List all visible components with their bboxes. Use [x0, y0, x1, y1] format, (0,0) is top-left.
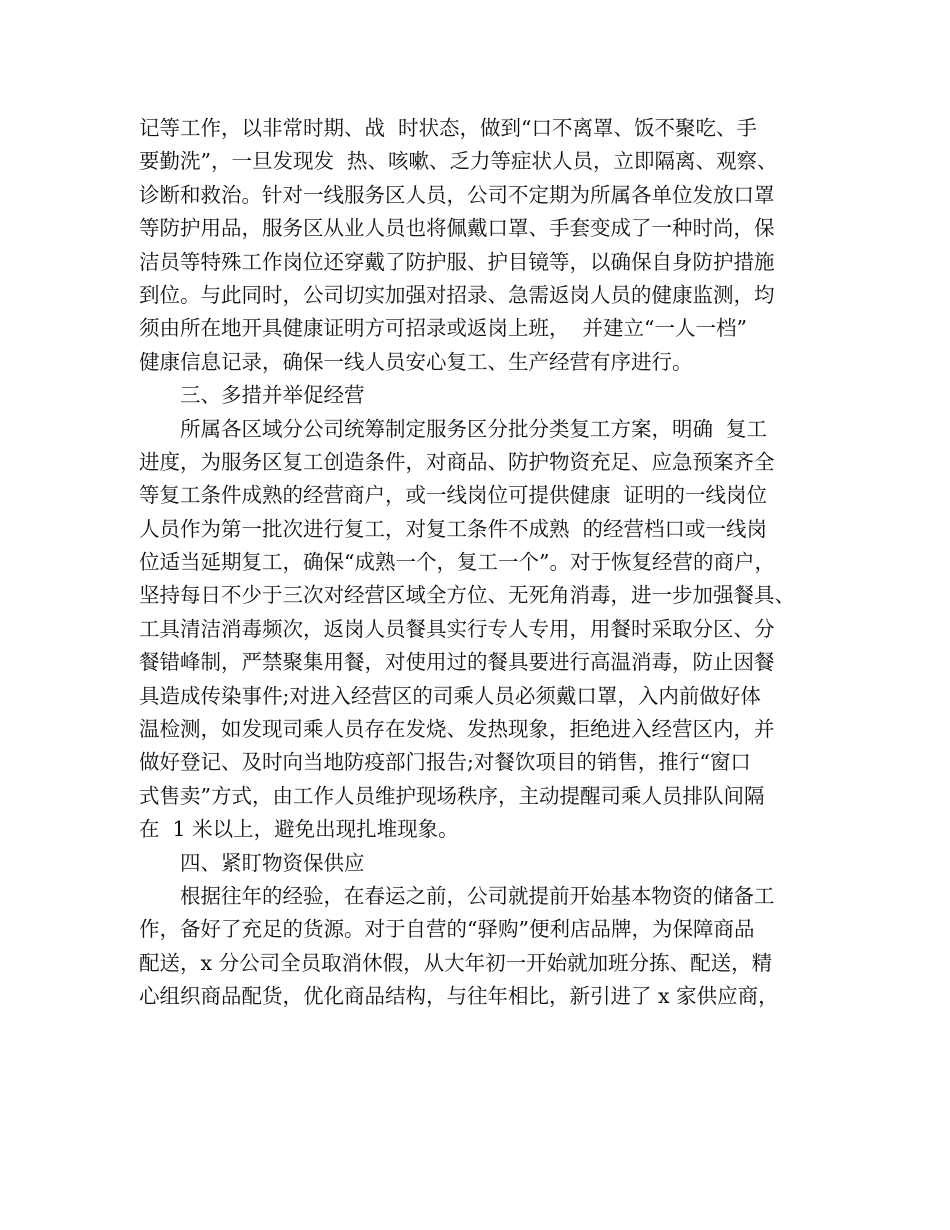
text-line: 做好登记、及时向当地防疫部门报告;对餐饮项目的销售，推行“窗口 — [139, 750, 751, 775]
text-line: 进度，为服务区复工创造条件，对商品、防护物资充足、应急预案齐全 — [139, 449, 775, 474]
text-line: 位适当延期复工，确保“成熟一个，复工一个”。对于恢复经营的商户， — [139, 550, 775, 575]
text-line: 等复工条件成熟的经营商户，或一线岗位可提供健康 证明的一线岗位 — [139, 483, 768, 508]
text-line: 在 1 米以上，避免出现扎堆现象。 — [139, 817, 459, 842]
paragraph-first-line: 所属各区域分公司统筹制定服务区分批分类复工方案，明确 复工 — [180, 416, 768, 441]
text-line: 须由所在地开具健康证明方可招录或返岗上班， 并建立“一人一档” — [139, 316, 747, 341]
text-line: 洁员等特殊工作岗位还穿戴了防护服、护目镜等，以确保自身防护措施 — [139, 249, 775, 274]
text-line: 到位。与此同时，公司切实加强对招录、急需返岗人员的健康监测，均 — [139, 282, 775, 307]
document-body — [139, 112, 819, 1014]
text-line: 坚持每日不少于三次对经营区域全方位、无死角消毒，进一步加强餐具、 — [139, 583, 795, 608]
text-line: 健康信息记录，确保一线人员安心复工、生产经营有序进行。 — [139, 349, 693, 374]
text-line: 温检测，如发现司乘人员存在发烧、发热现象，拒绝进入经营区内，并 — [139, 717, 775, 742]
text-line: 要勤洗”，一旦发现发 热、咳嗽、乏力等症状人员，立即隔离、观察、 — [139, 149, 778, 174]
text-line: 配送，x 分公司全员取消休假，从大年初一开始就加班分拣、配送，精 — [139, 950, 773, 975]
paragraph-first-line: 四、紧盯物资保供应 — [180, 850, 365, 875]
text-line: 人员作为第一批次进行复工，对复工条件不成熟 的经营档口或一线岗 — [139, 516, 768, 541]
paragraph-first-line: 根据往年的经验，在春运之前，公司就提前开始基本物资的储备工 — [180, 883, 775, 908]
text-line: 具造成传染事件;对进入经营区的司乘人员必须戴口罩，入内前做好体 — [139, 683, 761, 708]
text-line: 作，备好了充足的货源。对于自营的“驿购”便利店品牌，为保障商品 — [139, 917, 755, 942]
text-line: 诊断和救治。针对一线服务区人员，公司不定期为所属各单位发放口罩 — [139, 182, 775, 207]
text-line: 工具清洁消毒频次，返岗人员餐具实行专人专用，用餐时采取分区、分 — [139, 616, 775, 641]
text-line: 记等工作，以非常时期、战 时状态，做到“口不离罩、饭不聚吃、手 — [139, 116, 758, 140]
text-line: 式售卖”方式，由工作人员维护现场秩序，主动提醒司乘人员排队间隔 — [139, 783, 765, 808]
text-line: 餐错峰制，严禁聚集用餐，对使用过的餐具要进行高温消毒，防止因餐 — [139, 650, 775, 675]
text-line: 心组织商品配货，优化商品结构，与往年相比，新引进了 x 家供应商， — [139, 984, 779, 1009]
paragraph-first-line: 三、多措并举促经营 — [180, 383, 365, 408]
text-line: 等防护用品，服务区从业人员也将佩戴口罩、手套变成了一种时尚，保 — [139, 216, 775, 241]
